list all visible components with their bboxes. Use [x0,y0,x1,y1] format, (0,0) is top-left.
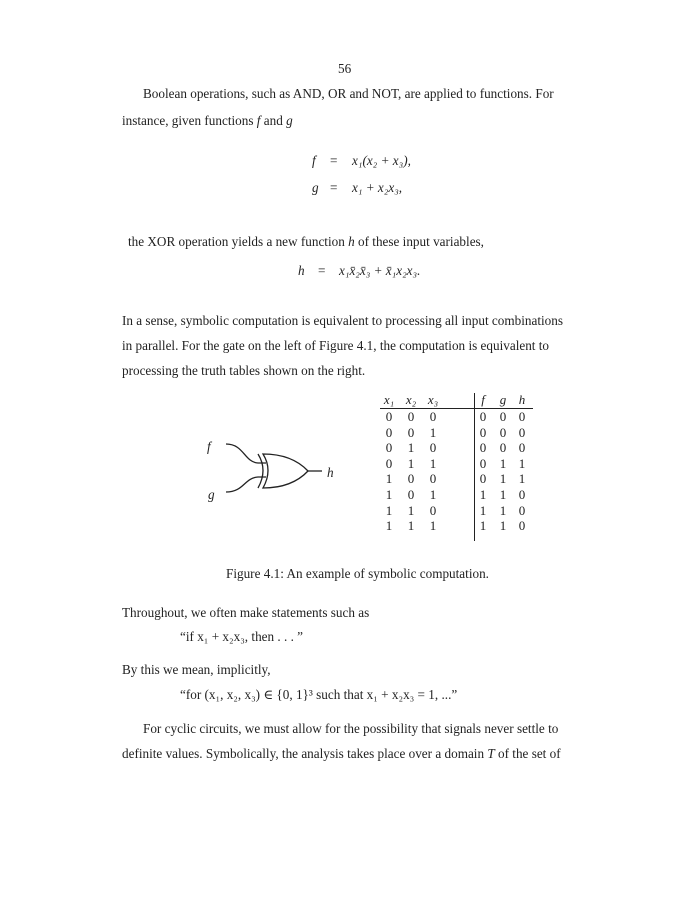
paragraph-line: Throughout, we often make statements such as [122,605,370,620]
equation-equals: = [330,180,338,195]
paragraph-line: By this we mean, implicitly, [122,662,271,677]
table-cell: 0 [518,424,526,440]
equation-rhs-h: x₁x̄₂x̄₃ + x̄₁x₂x₃. [339,263,421,278]
gate-input-label-f: f [207,439,211,454]
table-cell: 0 [499,424,507,440]
paragraph-line: In a sense, symbolic computation is equivalent to processing all input combinations [122,313,563,328]
table-cell: 0 [518,440,526,456]
gate-output-label-h: h [327,465,334,480]
table-cell: 1 [385,502,393,518]
xor-back-curve [258,454,263,488]
table-cell: 1 [479,487,487,502]
table-cell: 0 [479,455,487,471]
table-cell: 1 [429,455,437,471]
table-cell: 0 [429,440,437,456]
equation-equals: = [330,153,338,168]
equation-equals: = [318,263,326,278]
table-cell: 0 [479,409,487,424]
table-cell: 0 [518,487,526,502]
table-cell: 0 [499,409,507,424]
table-cell: 1 [407,455,415,471]
quote-statement: “for (x₁, x₂, x₃) ∈ {0, 1}³ such that x₁ + x₂x₃ = 1, ...” [180,687,458,702]
table-cell: 1 [407,502,415,518]
text: instance, given functions [122,113,257,128]
table-cell: 0 [499,440,507,456]
math-h: h [348,234,355,249]
table-cell: 1 [479,502,487,518]
table-cell: 0 [407,424,415,440]
table-cell: 1 [518,471,526,487]
table-cell: 1 [407,518,415,534]
table-cell: 1 [499,455,507,471]
table-cell: 0 [407,487,415,502]
table-cell: 1 [429,518,437,534]
paragraph-line [122,114,293,127]
equation-lhs-f: f [312,153,316,168]
text: of these input variables, [354,234,484,249]
table-cell: 0 [429,502,437,518]
input-wire-f [226,444,266,463]
table-divider-rule [474,393,475,541]
table-header-cell: h [518,392,526,407]
table-cell: 1 [407,440,415,456]
equation-lhs-h: h [298,263,305,278]
xor-gate-body [263,454,308,488]
math-f: f [256,113,261,128]
table-cell: 0 [518,518,526,534]
table-cell: 0 [385,424,393,440]
table-cell: 1 [499,487,507,502]
table-cell: 1 [479,518,487,534]
text: definite values. Symbolically, the analysis takes place over a domain [122,746,488,761]
math-T: T [487,746,495,761]
table-cell: 0 [385,409,393,424]
table-cell: 0 [385,455,393,471]
table-cell: 1 [518,455,526,471]
table-cell: 1 [385,518,393,534]
table-cell: 0 [407,471,415,487]
paragraph-line: in parallel. For the gate on the left of Figure 4.1, the computation is equivalent to [122,338,550,353]
page-number: 56 [338,61,352,76]
paragraph-line [128,235,484,248]
table-cell: 0 [429,409,437,424]
table-cell: 0 [479,424,487,440]
equation-rhs-g: x₁ + x₂x₃, [352,180,403,195]
figure-caption: Figure 4.1: An example of symbolic computation. [226,566,489,581]
table-cell: 0 [407,409,415,424]
table-cell: 0 [429,471,437,487]
table-cell: 1 [385,487,393,502]
paragraph-line: Boolean operations, such as AND, OR and NOT, are applied to functions. For [143,86,554,101]
table-cell: 0 [518,502,526,518]
table-header-cell: x₂ [405,392,417,407]
table-cell: 1 [499,502,507,518]
table-header-cell: g [499,392,507,407]
text: of the set of [494,746,561,761]
table-header-cell: x₃ [427,392,439,407]
paragraph-line: processing the truth tables shown on the right. [122,363,366,378]
table-cell: 0 [518,409,526,424]
table-header-cell: x₁ [383,392,395,407]
paragraph-line: For cyclic circuits, we must allow for the possibility that signals never settle to [143,721,559,736]
xor-gate-diagram [200,438,340,518]
table-cell: 1 [499,518,507,534]
table-cell: 1 [499,471,507,487]
text: and [260,113,287,128]
equation-lhs-g: g [312,180,319,195]
table-cell: 0 [385,440,393,456]
table-header-rule [380,408,533,409]
table-cell: 1 [385,471,393,487]
table-header-cell: f [481,392,485,407]
table-cell: 1 [429,424,437,440]
equation-rhs-f: x₁(x₂ + x₃), [352,153,411,168]
gate-input-label-g: g [208,487,215,502]
paragraph-line [122,747,561,760]
text: the XOR operation yields a new function [128,234,349,249]
math-g: g [286,113,293,128]
quote-statement: “if x₁ + x₂x₃, then . . . ” [180,629,304,644]
table-cell: 1 [429,487,437,502]
table-cell: 0 [479,471,487,487]
table-cell: 0 [479,440,487,456]
